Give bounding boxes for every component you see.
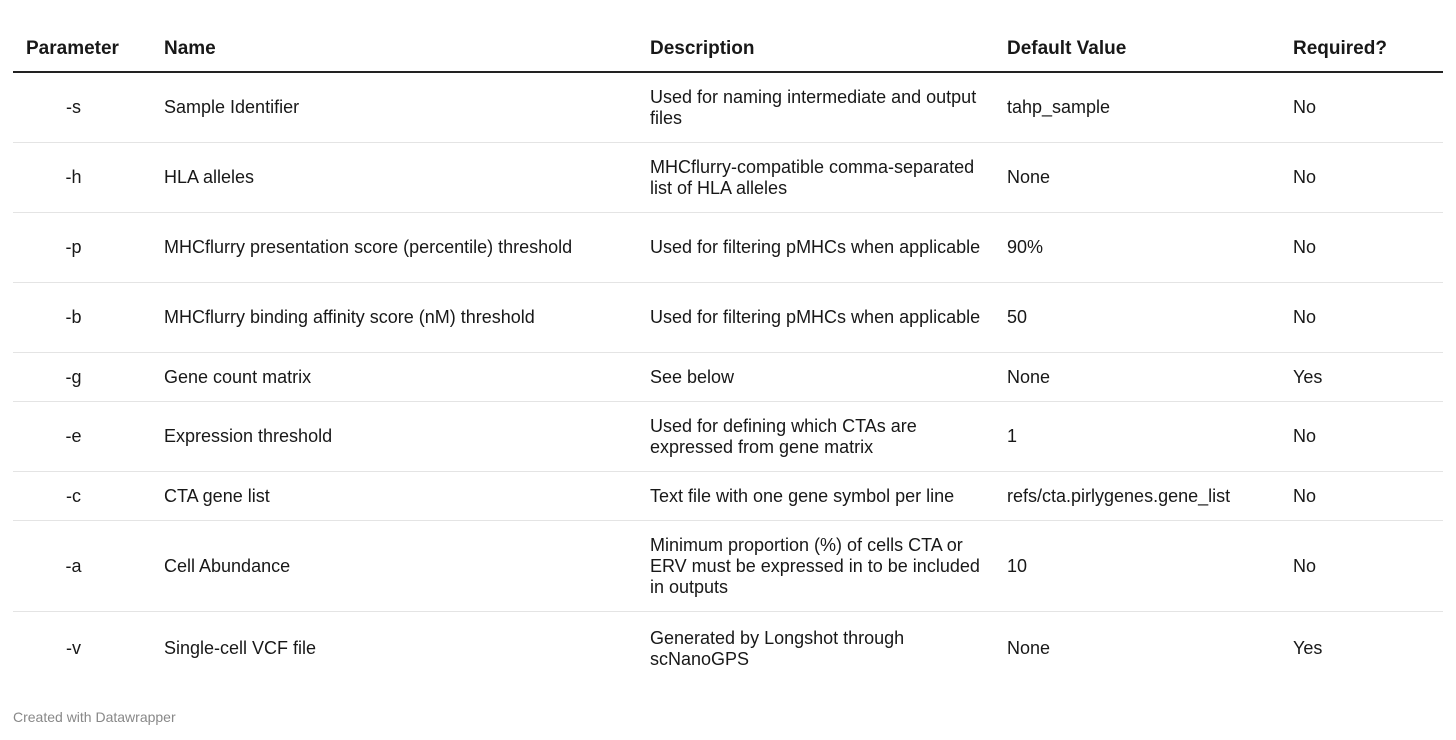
cell-parameter: -b bbox=[13, 283, 164, 353]
cell-description: Used for filtering pMHCs when applicable bbox=[650, 213, 1007, 283]
cell-name: Gene count matrix bbox=[164, 353, 650, 402]
cell-default: 90% bbox=[1007, 213, 1293, 283]
cell-name: Single-cell VCF file bbox=[164, 638, 317, 658]
cell-parameter: -h bbox=[13, 143, 164, 213]
cell-name: Cell Abundance bbox=[164, 521, 650, 612]
parameter-table bbox=[13, 26, 1443, 685]
table-row bbox=[13, 612, 1443, 686]
cell-name: CTA gene list bbox=[164, 472, 650, 521]
cell-required: No bbox=[1293, 72, 1443, 143]
cell-description: Used for filtering pMHCs when applicable bbox=[650, 283, 1007, 353]
cell-name: MHCflurry presentation score (percentile) threshold bbox=[164, 213, 650, 283]
table-row bbox=[13, 283, 1443, 353]
cell-required: No bbox=[1293, 283, 1443, 353]
cell-description: Text file with one gene symbol per line bbox=[650, 472, 1007, 521]
cell-default: refs/cta.pirlygenes.gene_list bbox=[1007, 472, 1293, 521]
header-parameter: Parameter bbox=[13, 26, 164, 72]
cell-required: Yes bbox=[1293, 353, 1443, 402]
header-default-value: Default Value bbox=[1007, 26, 1293, 72]
cell-parameter: -p bbox=[13, 213, 164, 283]
table-header bbox=[13, 26, 1443, 72]
cell-name: MHCflurry binding affinity score (nM) threshold bbox=[164, 283, 650, 353]
cell-parameter: -e bbox=[13, 402, 164, 472]
header-required: Required? bbox=[1293, 26, 1443, 72]
header-row bbox=[13, 26, 1443, 72]
table-row bbox=[13, 72, 1443, 143]
header-description: Description bbox=[650, 26, 1007, 72]
datawrapper-credit: Created with Datawrapper bbox=[13, 709, 176, 725]
cell-name: HLA alleles bbox=[164, 143, 650, 213]
cell-default: None bbox=[1007, 638, 1051, 658]
cell-default: 50 bbox=[1007, 283, 1293, 353]
cell-description: Used for defining which CTAs are expressed from gene matrix bbox=[650, 402, 1007, 472]
cell-default: None bbox=[1007, 353, 1293, 402]
cell-description: Minimum proportion (%) of cells CTA or ERV must be expressed in to be included in outputs bbox=[650, 521, 1007, 612]
cell-description: See below bbox=[650, 353, 1007, 402]
cell-required: No bbox=[1293, 402, 1443, 472]
cell-parameter: -g bbox=[13, 353, 164, 402]
table-row bbox=[13, 213, 1443, 283]
cell-required: No bbox=[1293, 143, 1443, 213]
cell-required: No bbox=[1293, 213, 1443, 283]
header-name: Name bbox=[164, 26, 650, 72]
cell-default: 1 bbox=[1007, 402, 1293, 472]
table-body bbox=[13, 72, 1443, 685]
table-row bbox=[13, 353, 1443, 402]
cell-required: Yes bbox=[1293, 638, 1323, 658]
cell-default: 10 bbox=[1007, 521, 1293, 612]
table-row bbox=[13, 402, 1443, 472]
cell-required: No bbox=[1293, 521, 1443, 612]
table-row bbox=[13, 143, 1443, 213]
table-row bbox=[13, 472, 1443, 521]
cell-parameter: -s bbox=[13, 72, 164, 143]
cell-name: Sample Identifier bbox=[164, 72, 650, 143]
cell-name: Expression threshold bbox=[164, 402, 650, 472]
cell-description: MHCflurry-compatible comma-separated list of HLA alleles bbox=[650, 143, 1007, 213]
table-row bbox=[13, 521, 1443, 612]
cell-default: tahp_sample bbox=[1007, 72, 1293, 143]
cell-parameter: -v bbox=[66, 638, 81, 658]
cell-parameter: -a bbox=[13, 521, 164, 612]
cell-parameter: -c bbox=[13, 472, 164, 521]
parameter-table-container bbox=[13, 26, 1443, 685]
cell-description: Generated by Longshot through scNanoGPS bbox=[650, 627, 905, 669]
cell-description: Used for naming intermediate and output files bbox=[650, 72, 1007, 143]
cell-required: No bbox=[1293, 472, 1443, 521]
cell-default: None bbox=[1007, 143, 1293, 213]
